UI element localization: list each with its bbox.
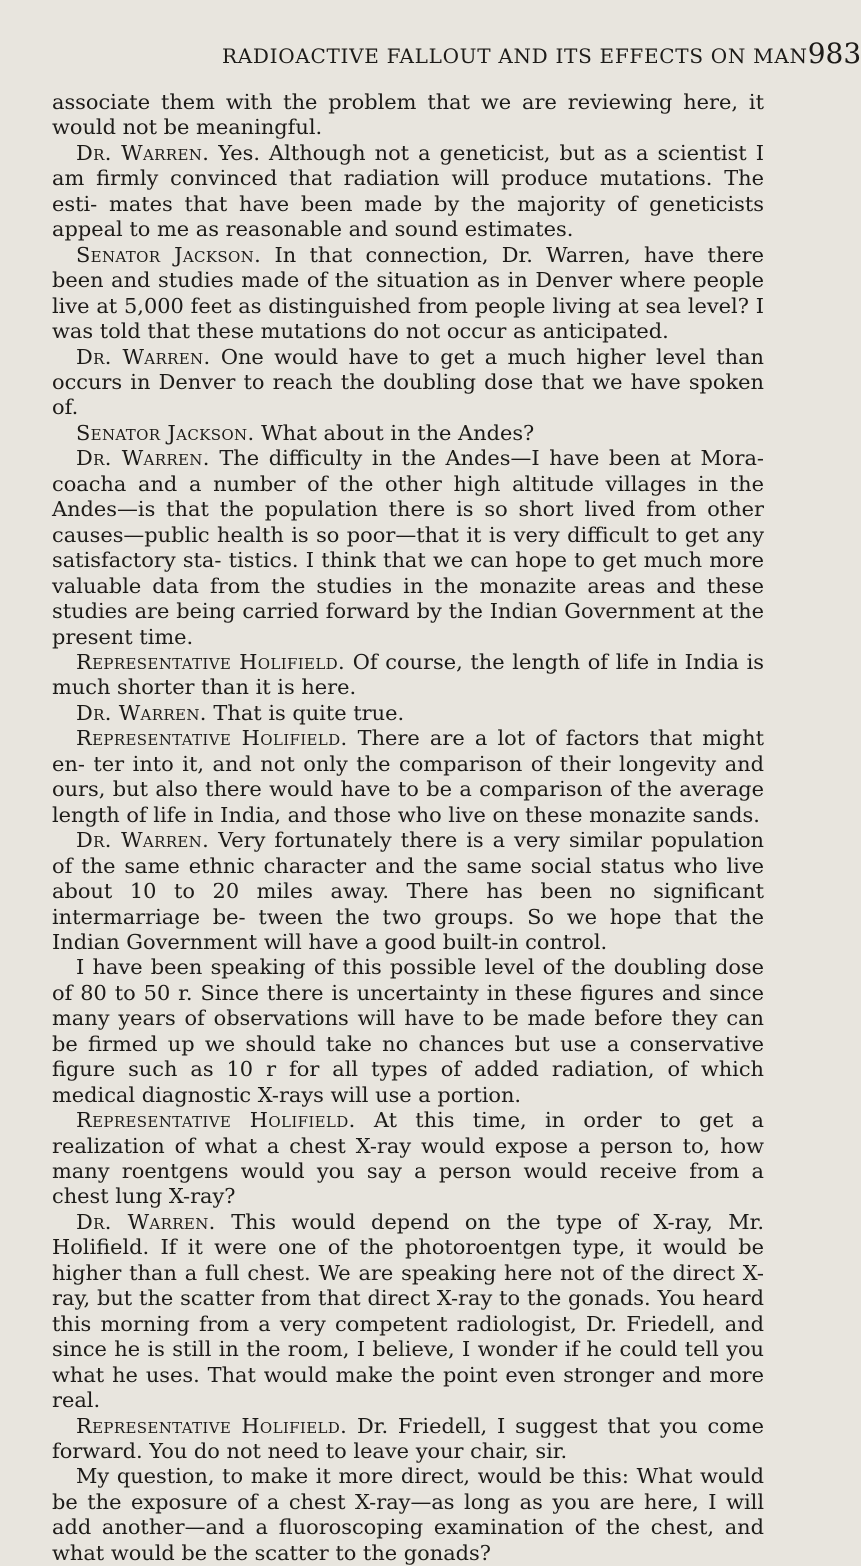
paragraph-text: Of course, the length of life in India is much shorter than it is here. [52, 649, 764, 700]
paragraph [52, 446, 764, 650]
paragraph [52, 90, 764, 141]
body-text [52, 90, 764, 1566]
speaker-name: Senator Jackson. [76, 242, 262, 267]
paragraph-text: That is quite true. [206, 700, 405, 725]
paragraph-text: The difficulty in the Andes—I have been at Mora- coacha and a number of the other high altitude villages in the Andes—is that the population there is so short lived from other causes—public health is so poor—that it is very difficult to get any satisfactory sta- tistics. I think that we can hope to get much more valuable data from the studies in the monazite areas and these studies are being carried forward by the Indian Government at the present time. [52, 446, 764, 649]
speaker-name: Representative Holifield. [76, 1413, 348, 1438]
paragraph [52, 243, 764, 345]
speaker-name: Dr. Warren. [76, 828, 210, 853]
paragraph-text: I have been speaking of this possible level of the doubling dose of 80 to 50 r. Since there is uncertainty in these figures and since many years of observations will have to be made before they can be firmed up we should take no chances but use a conservative figure such as 10 r for all types of added radiation, of which medical diagnostic X-rays will use a portion. [52, 955, 764, 1107]
running-head [52, 37, 861, 70]
paragraph [52, 1414, 764, 1465]
paragraph-text: Dr. Friedell, I suggest that you come forward. You do not need to leave your chair, sir. [52, 1413, 764, 1464]
paragraph [52, 1464, 764, 1566]
speaker-name: Dr. Warren. [76, 344, 211, 369]
speaker-name: Representative Holifield. [76, 726, 348, 751]
speaker-name: Senator Jackson. [76, 420, 255, 445]
paragraph-text: In that connection, Dr. Warren, have there been and studies made of the situation as in Denver where people live at 5,000 feet as distinguished from people living at sea level? I was told that these mutations do not occur as anticipated. [52, 242, 764, 344]
speaker-name: Dr. Warren. [76, 140, 210, 165]
paragraph [52, 701, 764, 726]
paragraph-text: One would have to get a much higher level than occurs in Denver to reach the doubling dose that we have spoken of. [52, 344, 764, 420]
paragraph [52, 955, 764, 1108]
paragraph [52, 421, 764, 446]
paragraph-text: Very fortunately there is a very similar population of the same ethnic character and the same social status who live about 10 to 20 miles away. There has been no significant intermarriage be- tween the two groups. So we hope that the Indian Government will have a good built-in control. [52, 828, 764, 954]
paragraph [52, 345, 764, 421]
speaker-name: Representative Holifield. [76, 1108, 356, 1133]
speaker-name: Dr. Warren. [76, 1209, 216, 1234]
paragraph-text: This would depend on the type of X-ray, Mr. Holifield. If it were one of the photoroentgen type, it would be higher than a full chest. We are speaking here not of the direct X-ray, but the scatter from that direct X-ray to the gonads. You heard this morning from a very competent radiologist, Dr. Friedell, and since he is still in the room, I believe, I wonder if he could tell you what he uses. That would make the point even stronger and more real. [52, 1209, 764, 1413]
speaker-name: Dr. Warren. [76, 700, 207, 725]
running-title: RADIOACTIVE FALLOUT AND ITS EFFECTS ON MAN [222, 44, 808, 68]
paragraph-text: associate them with the problem that we are reviewing here, it would not be meaningful. [52, 90, 764, 140]
speaker-name: Representative Holifield. [76, 649, 346, 674]
paragraph-text: There are a lot of factors that might en- ter into it, and not only the comparison of their longevity and ours, but also there would have to be a comparison of the average length of life in India, and those who live on these monazite sands. [52, 726, 764, 827]
paragraph [52, 1108, 764, 1210]
paragraph-text: My question, to make it more direct, would be this: What would be the exposure of a chest X-ray—as long as you are here, I will add another—and a fluoroscoping examination of the chest, and what would be the scatter to the gonads? [52, 1464, 764, 1565]
paragraph [52, 828, 764, 955]
page-number: 983 [807, 37, 861, 70]
paragraph-text: Yes. Although not a geneticist, but as a scientist I am firmly convinced that radiation will produce mutations. The esti- mates that have been made by the majority of geneticists appeal to me as reasonable and sound estimates. [52, 140, 764, 242]
paragraph-text: What about in the Andes? [254, 420, 535, 445]
paragraph [52, 141, 764, 243]
speaker-name: Dr. Warren. [76, 446, 210, 471]
paragraph [52, 726, 764, 828]
paragraph [52, 1210, 764, 1414]
paragraph-text: At this time, in order to get a realization of what a chest X-ray would expose a person to, how many roentgens would you say a person would receive from a chest lung X-ray? [52, 1108, 764, 1209]
paragraph [52, 650, 764, 701]
